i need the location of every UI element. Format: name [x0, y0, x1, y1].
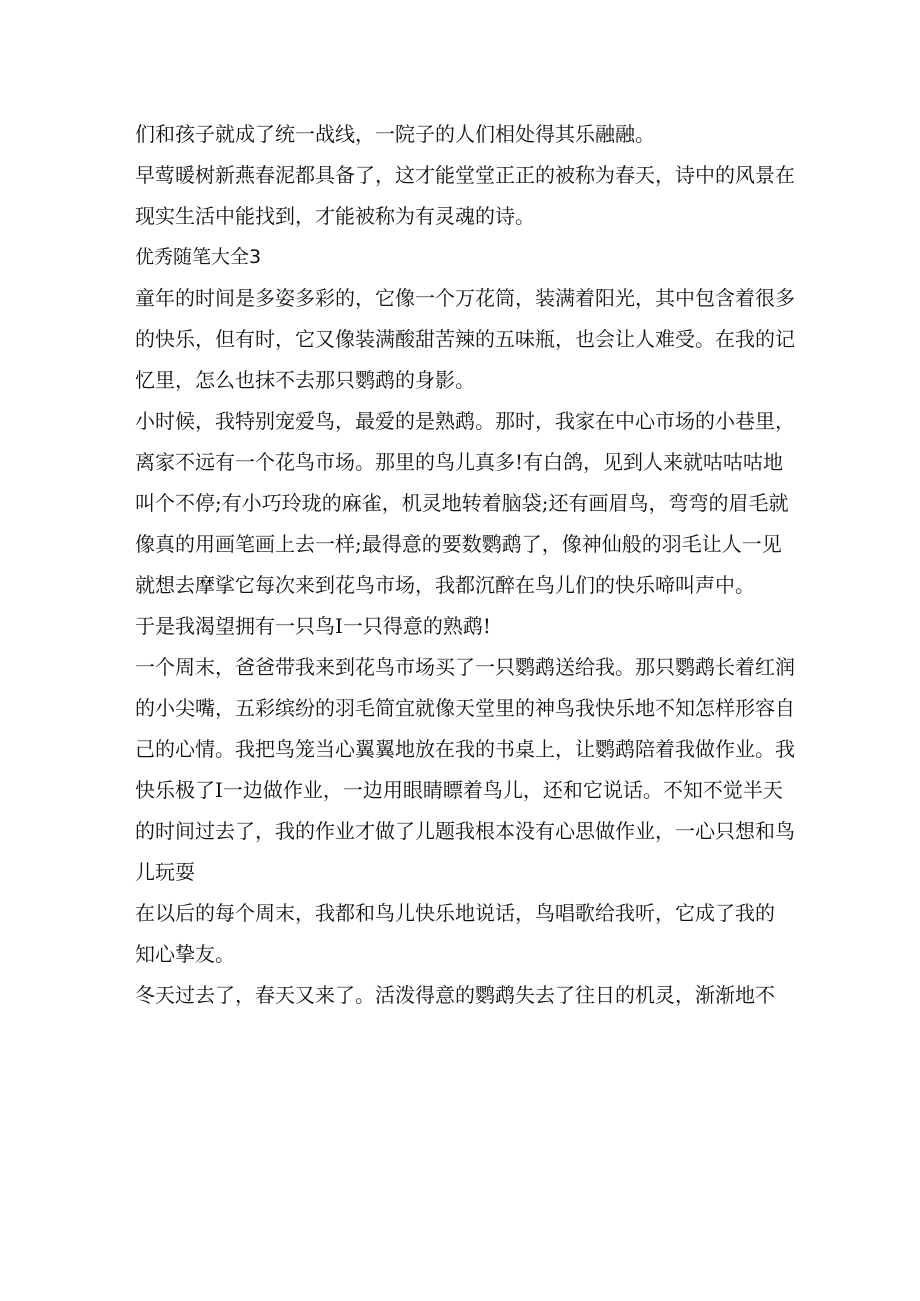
text-line: 小时候，我特别宠爱鸟，最爱的是熟鹉。那时，我家在中心市场的小巷里，	[135, 409, 795, 433]
text-line: 冬天过去了，春天又来了。活泼得意的鹦鹉失去了往日的机灵，渐渐地不	[135, 983, 775, 1007]
text-line: 们和孩子就成了统一战线，一院子的人们相处得其乐融融。	[135, 122, 655, 146]
text-line: 离家不远有一个花鸟市场。那里的鸟儿真多!有白鸽，见到人来就咕咕咕地	[135, 450, 784, 474]
text-line: 现实生活中能找到，才能被称为有灵魂的诗。	[135, 204, 535, 228]
text-line: 快乐极了I一边做作业，一边用眼睛瞟着鸟儿，还和它说话。不知不觉半天	[135, 778, 783, 802]
text-line: 叫个不停;有小巧玲珑的麻雀，机灵地转着脑袋;还有画眉鸟，弯弯的眉毛就	[135, 491, 789, 515]
text-line: 的小尖嘴，五彩缤纷的羽毛简宜就像天堂里的神鸟我快乐地不知怎样形容自	[135, 696, 795, 720]
text-line: 知心挚友。	[135, 942, 235, 966]
text-line: 于是我渴望拥有一只鸟I一只得意的熟鹉!	[135, 614, 491, 638]
text-line: 的快乐，但有时，它又像装满酸甜苦辣的五味瓶，也会让人难受。在我的记	[135, 327, 795, 351]
text-line: 的时间过去了，我的作业才做了儿题我根本没有心思做作业，一心只想和鸟	[135, 819, 795, 843]
text-line: 童年的时间是多姿多彩的，它像一个万花筒，装满着阳光，其中包含着很多	[135, 286, 795, 310]
text-line: 儿玩耍	[135, 860, 195, 884]
text-line: 一个周末，爸爸带我来到花鸟市场买了一只鹦鹉送给我。那只鹦鹉长着红润	[135, 655, 795, 679]
text-line: 忆里，怎么也抹不去那只鹦鹉的身影。	[135, 368, 475, 392]
section-heading: 优秀随笔大全3	[135, 246, 262, 268]
text-line: 早莺暖树新燕春泥都具备了，这才能堂堂正正的被称为春天，诗中的风景在	[135, 163, 795, 187]
document-body	[135, 114, 795, 1016]
text-line: 就想去摩挲它每次来到花鸟市场，我都沉醉在鸟儿们的快乐啼叫声中。	[135, 573, 755, 597]
text-line: 像真的用画笔画上去一样;最得意的要数鹦鹉了，像神仙般的羽毛让人一见	[135, 532, 782, 556]
text-line: 己的心情。我把鸟笼当心翼翼地放在我的书桌上，让鹦鹉陪着我做作业。我	[135, 737, 795, 761]
text-line: 在以后的每个周末，我都和鸟儿快乐地说话，鸟唱歌给我听，它成了我的	[135, 901, 775, 925]
